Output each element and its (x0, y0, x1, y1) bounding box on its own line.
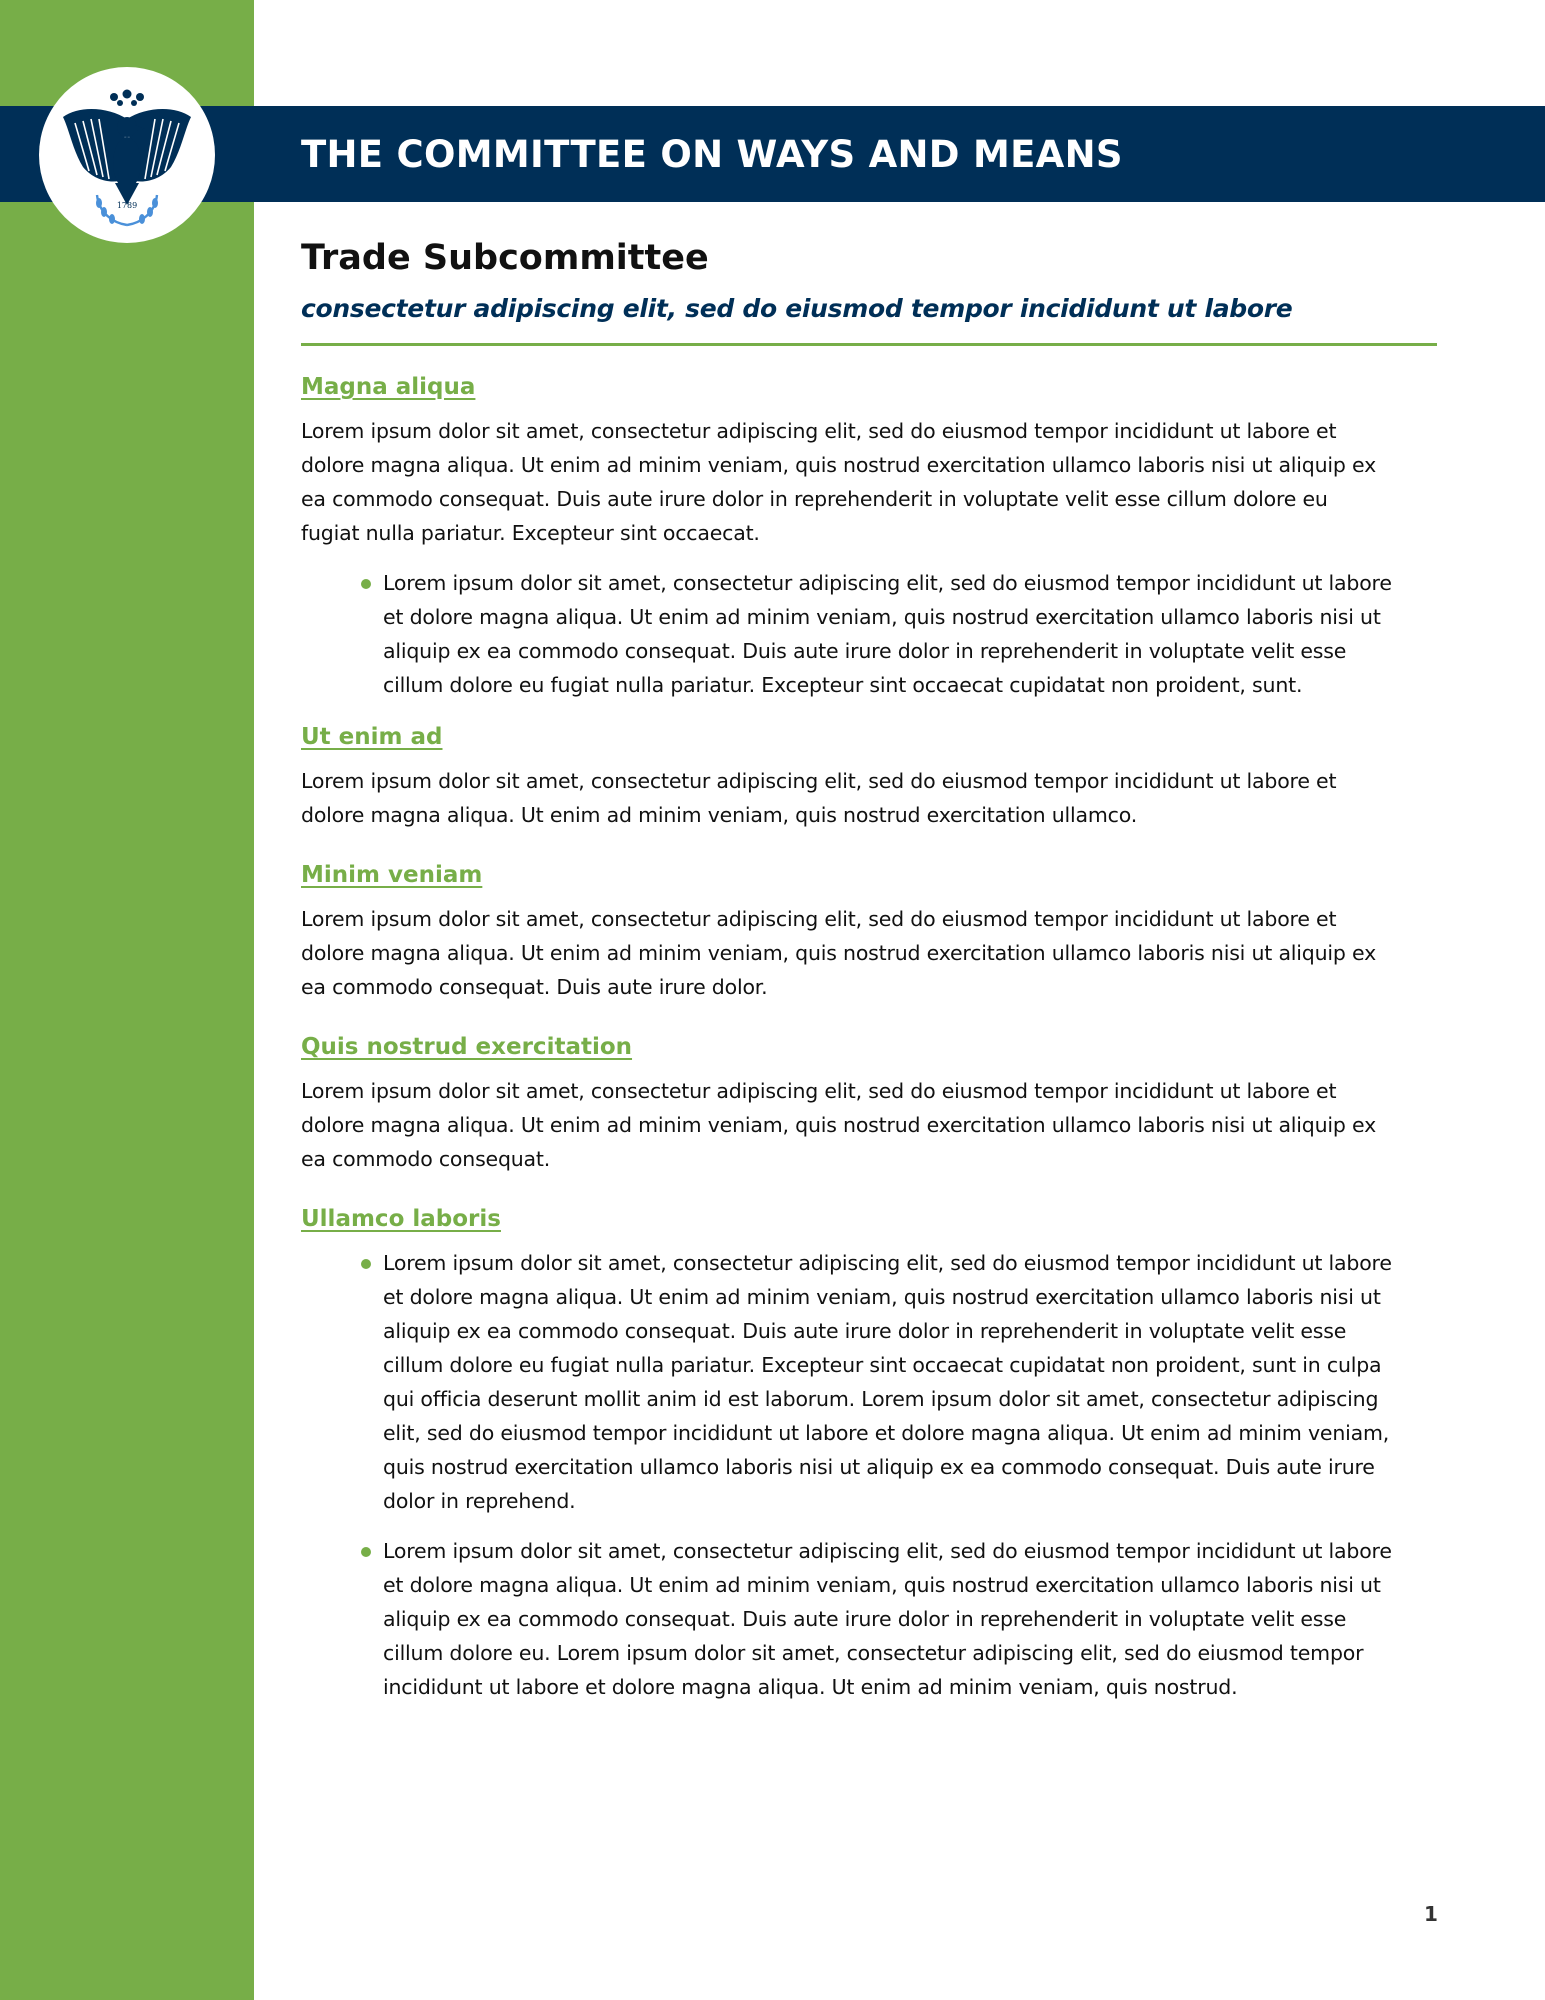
section-paragraph: Lorem ipsum dolor sit amet, consectetur adipiscing elit, sed do eiusmod tempor incididunt ut labore et dolore magna aliqua. Ut enim ad minim veniam, quis nostrud exercitation ullamco laboris nisi ut aliquip ex ea commodo consequat. Duis aute irure dolor. (301, 907, 1377, 999)
bullet-text: Lorem ipsum dolor sit amet, consectetur adipiscing elit, sed do eiusmod tempor incididunt ut labore et dolore magna aliqua. Ut enim ad minim veniam, quis nostrud exercitation ullamco laboris nisi ut aliquip ex ea commodo consequat. Duis aute irure dolor in reprehenderit in voluptate velit esse cillum dolore eu fugiat nulla pariatur. Excepteur sint occaecat cupidatat non proident, sunt. (383, 571, 1392, 697)
committee-title: THE COMMITTEE ON WAYS AND MEANS (301, 132, 1123, 176)
section (301, 862, 1437, 1004)
section-heading: Ullamco laboris (301, 1206, 501, 1232)
bullet-item (383, 1534, 1393, 1704)
bullet-list (301, 1246, 1393, 1704)
section (301, 1206, 1437, 1704)
section-paragraph: Lorem ipsum dolor sit amet, consectetur adipiscing elit, sed do eiusmod tempor incididunt ut labore et dolore magna aliqua. Ut enim ad minim veniam, quis nostrud exercitation ullamco. (301, 769, 1337, 827)
bullet-list (301, 566, 1393, 702)
green-sidebar (0, 0, 254, 2000)
document-title: Trade Subcommittee (301, 238, 709, 278)
bullet-text: Lorem ipsum dolor sit amet, consectetur adipiscing elit, sed do eiusmod tempor incididunt ut labore et dolore magna aliqua. Ut enim ad minim veniam, quis nostrud exercitation ullamco laboris nisi ut aliquip ex ea commodo consequat. Duis aute irure dolor in reprehenderit in voluptate velit esse cillum dolore eu. Lorem ipsum dolor sit amet, consectetur adipiscing elit, sed do eiusmod tempor incididunt ut labore et dolore magna aliqua. Ut enim ad minim veniam, quis nostrud. (383, 1539, 1392, 1699)
page-number: 1 (1424, 1902, 1438, 1926)
bullet-text: Lorem ipsum dolor sit amet, consectetur adipiscing elit, sed do eiusmod tempor incididunt ut labore et dolore magna aliqua. Ut enim ad minim veniam, quis nostrud exercitation ullamco laboris nisi ut aliquip ex ea commodo consequat. Duis aute irure dolor in reprehenderit in voluptate velit esse cillum dolore eu fugiat nulla pariatur. Excepteur sint occaecat cupidatat non proident, sunt in culpa qui officia deserunt mollit anim id est laborum. Lorem ipsum dolor sit amet, consectetur adipiscing elit, sed do eiusmod tempor incididunt ut labore et dolore magna aliqua. Ut enim ad minim veniam, quis nostrud exercitation ullamco laboris nisi ut aliquip ex ea commodo consequat. Duis aute irure dolor in reprehend. (383, 1251, 1392, 1513)
seal-year: 1789 (116, 201, 138, 210)
bullet-item (383, 566, 1393, 702)
bullet-dot-icon (361, 1547, 371, 1557)
section-heading: Ut enim ad (301, 724, 443, 750)
section-heading: Magna aliqua (301, 374, 476, 400)
bullet-dot-icon (361, 1259, 371, 1269)
title-divider (301, 343, 1437, 346)
section (301, 1034, 1437, 1176)
section-paragraph: Lorem ipsum dolor sit amet, consectetur adipiscing elit, sed do eiusmod tempor incididunt ut labore et dolore magna aliqua. Ut enim ad minim veniam, quis nostrud exercitation ullamco laboris nisi ut aliquip ex ea commodo consequat. (301, 1079, 1377, 1171)
section-paragraph: Lorem ipsum dolor sit amet, consectetur adipiscing elit, sed do eiusmod tempor incididunt ut labore et dolore magna aliqua. Ut enim ad minim veniam, quis nostrud exercitation ullamco laboris nisi ut aliquip ex ea commodo consequat. Duis aute irure dolor in reprehenderit in voluptate velit esse cillum dolore eu fugiat nulla pariatur. Excepteur sint occaecat. (301, 419, 1377, 545)
bullet-item (383, 1246, 1393, 1518)
section (301, 724, 1437, 832)
committee-seal-logo (39, 67, 215, 243)
bullet-dot-icon (361, 579, 371, 589)
document-subtitle: consectetur adipiscing elit, sed do eiusmod tempor incididunt ut labore (301, 294, 1293, 323)
eagle-seal-icon (39, 67, 215, 243)
main-content (301, 232, 1437, 1720)
section-heading: Minim veniam (301, 862, 483, 888)
section-heading: Quis nostrud exercitation (301, 1034, 633, 1060)
section (301, 374, 1437, 702)
